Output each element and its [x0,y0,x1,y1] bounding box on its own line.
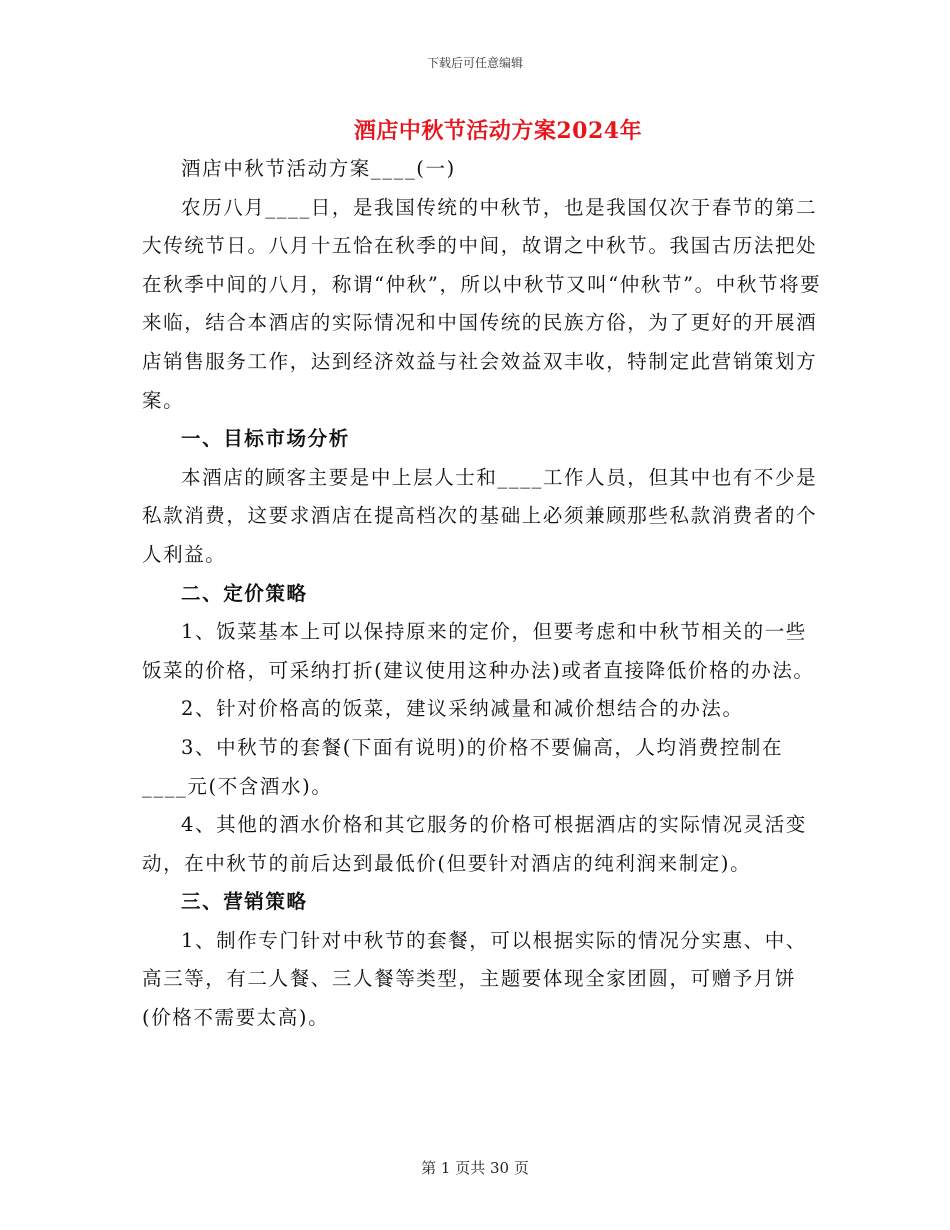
paragraph: 酒店中秋节活动方案____(一) [181,157,456,180]
paragraph: 4、其他的酒水价格和其它服务的价格可根据酒店的实际情况灵活变动，在中秋节的前后达到最低价(但要针对酒店的纯利润来制定)。 [142,813,807,875]
paragraph: 3、中秋节的套餐(下面有说明)的价格不要偏高，人均消费控制在____元(不含酒水)。 [142,735,784,798]
section-heading: 一、目标市场分析 [181,427,350,451]
section-heading: 三、营销策略 [181,890,308,914]
document-title: 酒店中秋节活动方案2024年 [353,118,643,144]
section-heading: 二、定价策略 [181,581,308,605]
page-number: 第 1 页共 30 页 [421,1159,529,1177]
paragraph: 2、针对价格高的饭菜，建议采纳减量和减价想结合的办法。 [181,697,744,721]
paragraph: 农历八月____日，是我国传统的中秋节，也是我国仅次于春节的第二大传统节日。八月十五恰在秋季的中间，故谓之中秋节。我国古历法把处在秋季中间的八月，称谓“仲秋”，所以中秋节又叫“仲秋节”。中秋节将要来临，结合本酒店的实际情况和中国传统的民族方俗，为了更好的开展酒店销售服务工作，达到经济效益与社会效益双丰收，特制定此营销策划方案。 [142,195,822,412]
paragraph: 1、饭菜基本上可以保持原来的定价，但要考虑和中秋节相关的一些饭菜的价格，可采纳打折(建议使用这种办法)或者直接降低价格的办法。 [142,620,815,682]
paragraph: 1、制作专门针对中秋节的套餐，可以根据实际的情况分实惠、中、高三等，有二人餐、三人餐等类型，主题要体现全家团圆，可赠予月饼(价格不需要太高)。 [142,928,807,1030]
header-note: 下载后可任意编辑 [426,56,523,70]
document-body [142,150,822,1038]
paragraph: 本酒店的顾客主要是中上层人士和____工作人员，但其中也有不少是私款消费，这要求酒店在提高档次的基础上必须兼顾那些私款消费者的个人利益。 [142,465,818,566]
